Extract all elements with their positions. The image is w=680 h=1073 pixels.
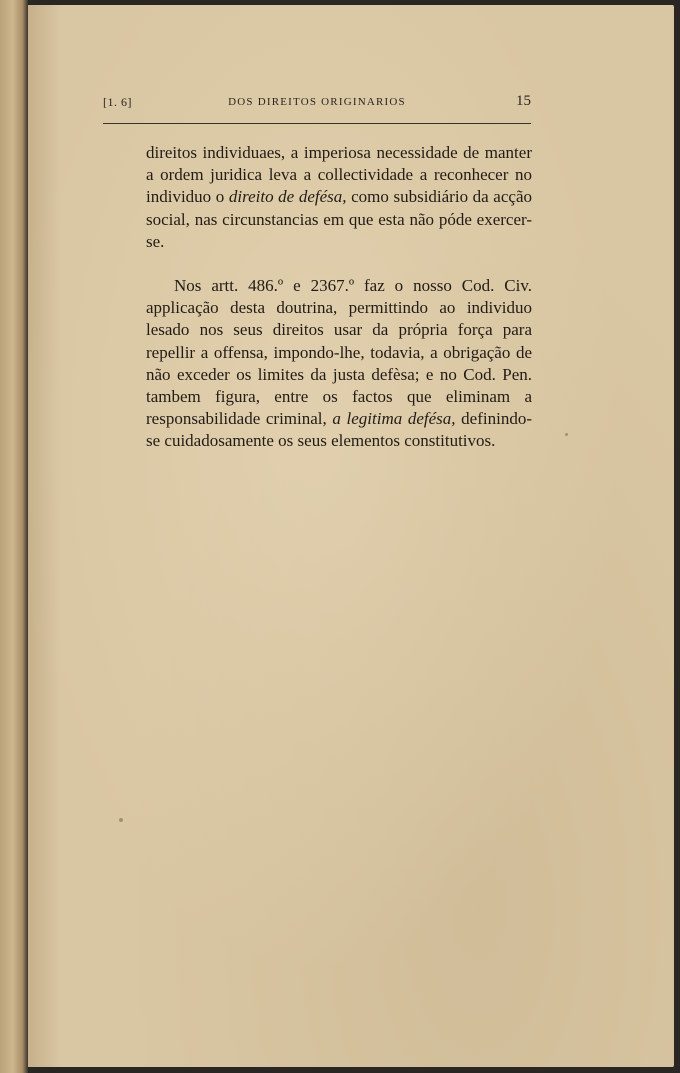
body-text [146,142,532,453]
paragraph-2-text-a: Nos artt. 486.º e 2367.º faz o nosso Cod. Civ. applicação desta doutrina, permittindo ao individuo lesado nos seus direitos usar da própria força para repellir a offensa, impondo-lhe, todavia, a obrigação de não exceder os limites da justa defèsa; e no Cod. Pen. tambem figura, entre os factos que eliminam a responsabilidade criminal, [146,276,532,429]
book-spine-edge [0,0,28,1073]
section-marker: [1. 6] [103,95,132,109]
paragraph-2-italic: a legitima defésa, [332,409,456,429]
page-number: 15 [516,93,531,109]
paragraph-1-text-b: como subsidiário da acção social, nas circunstancias em que esta não póde exercer-se. [146,187,532,251]
header-title: DOS DIREITOS ORIGINARIOS [228,96,406,108]
paragraph-1-text-a: direitos individuaes, a imperiosa necessidade de manter a ordem juridica leva a collectividade a reconhecer no individuo o [146,143,532,207]
paragraph-1 [146,142,532,253]
header-rule [103,123,531,124]
paper-speck [565,433,568,436]
running-header [103,93,531,115]
paragraph-1-italic: direito de defésa, [228,187,347,207]
paragraph-2 [146,275,532,453]
paragraph-2-text-b: definindo-se cuidadosamente os seus elementos constitutivos. [146,409,532,451]
paper-speck [119,818,123,822]
